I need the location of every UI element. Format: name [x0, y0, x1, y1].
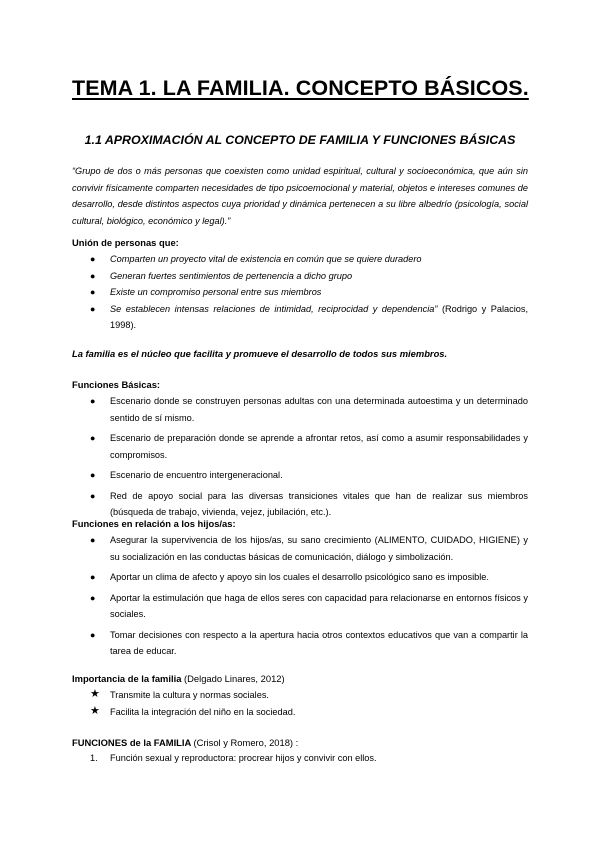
- item-number: 1.: [90, 753, 98, 763]
- bullet-icon: ●: [90, 490, 96, 501]
- list-item: ● Existe un compromiso personal entre sus miembros: [110, 284, 528, 301]
- bullet-icon: ●: [90, 396, 96, 406]
- list-item: 1. Función sexual y reproductora: procrear hijos y convivir con ellos.: [110, 750, 528, 767]
- basic-functions-heading: Funciones Básicas:: [72, 379, 161, 390]
- list-item: ● Se establecen intensas relaciones de intimidad, reciprocidad y dependencia” (Rodrigo y Palacios, 1998).: [110, 301, 528, 334]
- family-functions-citation: (Crisol y Romero, 2018) :: [193, 737, 299, 748]
- bullet-icon: ●: [90, 592, 96, 603]
- bullet-icon: ●: [90, 535, 96, 545]
- list-item: ● Tomar decisiones con respecto a la apertura hacia otros contextos educativos que van a compartir la tarea de educar.: [110, 627, 528, 660]
- importance-heading: Importancia de la familia (Delgado Linares, 2012): [72, 673, 285, 684]
- bullet-icon: ●: [90, 270, 96, 281]
- list-item: ★ Facilita la integración del niño en la sociedad.: [110, 704, 528, 721]
- list-item: ● Escenario de encuentro intergeneracional.: [110, 467, 528, 484]
- importance-list: [90, 687, 528, 720]
- list-item: ● Asegurar la supervivencia de los hijos/as, su sano crecimiento (ALIMENTO, CUIDADO, HIGIENE) y su socialización en las conductas básicas de comunicación, diálogo y simbolización.: [110, 532, 528, 565]
- list-item: ● Aportar un clima de afecto y apoyo sin los cuales el desarrollo psicológico sano es imposible.: [110, 569, 528, 586]
- star-icon: ★: [90, 704, 100, 717]
- bullet-icon: ●: [90, 303, 96, 314]
- union-heading: Unión de personas que:: [72, 237, 179, 248]
- list-item: ● Escenario donde se construyen personas adultas con una determinada autoestima y un determinado sentido de sí mismo.: [110, 393, 528, 426]
- family-functions-heading: FUNCIONES de la FAMILIA (Crisol y Romero, 2018) :: [72, 737, 299, 748]
- bullet-icon: ●: [90, 433, 96, 443]
- bullet-icon: ●: [90, 470, 96, 480]
- definition-quote: “Grupo de dos o más personas que coexisten como unidad espiritual, cultural y socioeconómica, que aún sin convivir físicamente comparten necesidades de tipo psicoemocional y material, objetos e intereses comunes de desarrollo, desde distintos aspectos cuya prioridad y dinámica pertenecen a su libre albedrío (psicología, social cultural, biológico, económico y legal).”: [72, 166, 528, 226]
- list-item: ● Generan fuertes sentimientos de pertenencia a dicho grupo: [110, 268, 528, 285]
- bullet-icon: ●: [90, 572, 96, 582]
- page-title: TEMA 1. LA FAMILIA. CONCEPTO BÁSICOS.: [72, 76, 529, 100]
- bullet-icon: ●: [90, 287, 96, 297]
- children-functions-heading: Funciones en relación a los hijos/as:: [72, 518, 236, 529]
- union-citation: (Rodrigo y Palacios, 1998).: [110, 303, 528, 330]
- star-icon: ★: [90, 688, 100, 700]
- list-item: ● Escenario de preparación donde se aprende a afrontar retos, así como a asumir responsabilidades y compromisos.: [110, 430, 528, 463]
- children-functions-list: [90, 532, 528, 664]
- list-item: ● Comparten un proyecto vital de existencia en común que se quiere duradero: [110, 251, 528, 268]
- nucleus-statement: La familia es el núcleo que facilita y promueve el desarrollo de todos sus miembros.: [72, 348, 448, 359]
- importance-citation: (Delgado Linares, 2012): [184, 673, 285, 684]
- family-functions-list: [90, 750, 528, 767]
- section-subtitle: 1.1 APROXIMACIÓN AL CONCEPTO DE FAMILIA Y FUNCIONES BÁSICAS: [84, 133, 516, 147]
- list-item: ● Aportar la estimulación que haga de ellos seres con capacidad para relacionarse en entornos físicos y sociales.: [110, 590, 528, 623]
- bullet-icon: ●: [90, 629, 96, 640]
- bullet-icon: ●: [90, 254, 96, 264]
- list-item: ★ Transmite la cultura y normas sociales.: [110, 687, 528, 704]
- list-item: ● Red de apoyo social para las diversas transiciones vitales que han de realizar sus miembros (búsqueda de trabajo, vivienda, vejez, jubilación, etc.).: [110, 488, 528, 521]
- union-list: [90, 251, 528, 334]
